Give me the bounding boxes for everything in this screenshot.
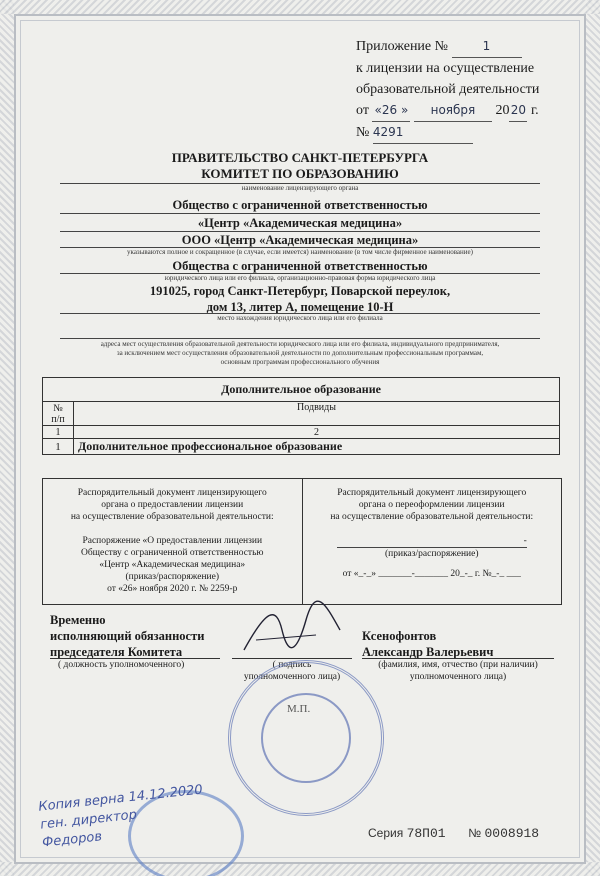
table-title: Дополнительное образование: [43, 378, 560, 402]
sign-caption-2: уполномоченного лица): [243, 672, 341, 682]
grant-order-date: от «26» ноября 2020 г. № 2259-р: [107, 584, 238, 594]
license-no-label: №: [356, 125, 370, 140]
programs-table: [42, 377, 560, 455]
appendix-line2: к лицензии на осуществление: [356, 61, 535, 76]
form-no-label: №: [468, 826, 482, 840]
reissue-caption: (приказ/распоряжение): [384, 549, 479, 559]
grant-body-1: Распоряжение «О предоставлении лицензии: [82, 536, 263, 546]
col-index-1: 1: [43, 426, 74, 439]
name-line2: Александр Валерьевич: [362, 645, 494, 659]
appendix-line3: образовательной деятельности: [356, 82, 540, 97]
reissue-order-blank: -: [337, 535, 527, 548]
handwritten-signature: [236, 600, 346, 660]
table-row: [43, 439, 560, 455]
position-line1: Временно: [50, 613, 106, 627]
authority-caption: наименование лицензирующего органа: [241, 184, 359, 192]
name-line1: Ксенофонтов: [362, 629, 437, 643]
official-name: [362, 628, 493, 660]
position-line3: председателя Комитета: [50, 645, 183, 659]
name-caption: [362, 659, 554, 683]
appendix-year-prefix: 20: [495, 103, 510, 118]
appendix-year-suffix: 20: [509, 100, 527, 122]
grant-head-2: органа о предоставлении лицензии: [101, 500, 244, 510]
authority-block: [60, 150, 540, 182]
name-rule-1: [60, 213, 540, 214]
licensee-full-line1: Общество с ограниченной ответственностью: [172, 198, 428, 212]
series-label: Серия: [368, 826, 404, 840]
certified-copy-note: Копия верна 14.12.2020 ген. директор Федоров: [37, 782, 204, 851]
grant-body-4: (приказ/распоряжение): [125, 572, 219, 582]
col-no-header: [43, 402, 74, 426]
appendix-label: Приложение №: [356, 39, 448, 54]
places-caption-3: основным программам профессионального обучения: [220, 358, 380, 366]
col-no: №: [53, 402, 63, 414]
col-index-2: 2: [74, 426, 560, 439]
order-documents-box: [42, 478, 562, 605]
row-number: 1: [43, 439, 74, 455]
licensee-full-name: [60, 196, 540, 232]
license-number: 4291: [373, 122, 473, 144]
appendix-block: [356, 36, 571, 144]
address-caption: место нахождения юридического лица или его филиала: [217, 314, 383, 322]
reissue-head-1: Распорядительный документ лицензирующего: [337, 488, 527, 498]
series-value: 78П01: [406, 826, 446, 841]
licensee-full-line2: «Центр «Академическая медицина»: [197, 216, 403, 230]
row-subtype: Дополнительное профессиональное образование: [74, 439, 560, 455]
committee-title: КОМИТЕТ ПО ОБРАЗОВАНИЮ: [201, 166, 399, 181]
reissue-order-column: [302, 479, 562, 604]
sign-caption-1: ( подпись: [272, 660, 312, 670]
appendix-from: от: [356, 103, 369, 118]
col-no-2: п/п: [51, 413, 65, 425]
address-line2: дом 13, литер А, помещение 10-Н: [206, 300, 394, 314]
places-caption-2: за исключением мест осуществления образовательной деятельности по дополнительным профессиональным программам,: [116, 349, 484, 357]
grant-head-3: на осуществление образовательной деятельности:: [70, 512, 274, 522]
official-seal: [228, 660, 384, 816]
form-caption: юридического лица или его филиала, организационно-правовая форма юридического лица: [164, 274, 436, 282]
places-caption: [60, 340, 540, 367]
appendix-day: «26 »: [372, 100, 410, 122]
appendix-year-g: г.: [530, 103, 539, 118]
licensee-address: [60, 283, 540, 315]
reissue-date-blank: от «_-_» _______-_______ 20_-_ г. №_-_ ___: [342, 569, 521, 579]
position-caption: ( должность уполномоченного): [58, 660, 185, 670]
border-ornament-left: [0, 0, 14, 876]
seal-mp-label: М.П.: [287, 703, 311, 715]
reissue-head-3: на осуществление образовательной деятельности:: [330, 512, 534, 522]
places-caption-1: адреса мест осуществления образовательной деятельности юридического лица или его филиала, индивидуального предпринимателя,: [100, 340, 500, 348]
names-caption: указываются полное и сокращенное (в случае, если имеется) наименование (в том числе фирменное наименование): [127, 248, 473, 256]
address-line1: 191025, город Санкт-Петербург, Поварской переулок,: [149, 284, 451, 298]
reissue-head-2: органа о переоформлении лицензии: [358, 500, 505, 510]
places-rule: [60, 338, 540, 339]
position-line2: исполняющий обязанности: [50, 629, 205, 643]
licensee-short-name: ООО «Центр «Академическая медицина»: [181, 233, 419, 247]
grant-head-1: Распорядительный документ лицензирующего: [77, 488, 267, 498]
form-series: [368, 826, 539, 841]
name-caption-2: уполномоченного лица): [409, 672, 507, 682]
border-ornament-top: [0, 0, 600, 14]
appendix-month: ноября: [414, 100, 492, 122]
grant-order-column: [43, 479, 302, 604]
appendix-number: 1: [452, 36, 522, 58]
licensee-genitive: Общества с ограниченной ответственностью: [172, 259, 428, 273]
border-ornament-right: [586, 0, 600, 876]
grant-body-2: Обществу с ограниченной ответственностью: [80, 548, 264, 558]
official-position: [50, 612, 204, 660]
form-number: 0008918: [484, 826, 540, 841]
name-caption-1: (фамилия, имя, отчество (при наличии): [378, 660, 538, 670]
col-subtypes-header: Подвиды: [74, 402, 560, 426]
grant-body-3: «Центр «Академическая медицина»: [99, 560, 246, 570]
border-ornament-bottom: [0, 862, 600, 876]
government-title: ПРАВИТЕЛЬСТВО САНКТ-ПЕТЕРБУРГА: [171, 150, 429, 165]
